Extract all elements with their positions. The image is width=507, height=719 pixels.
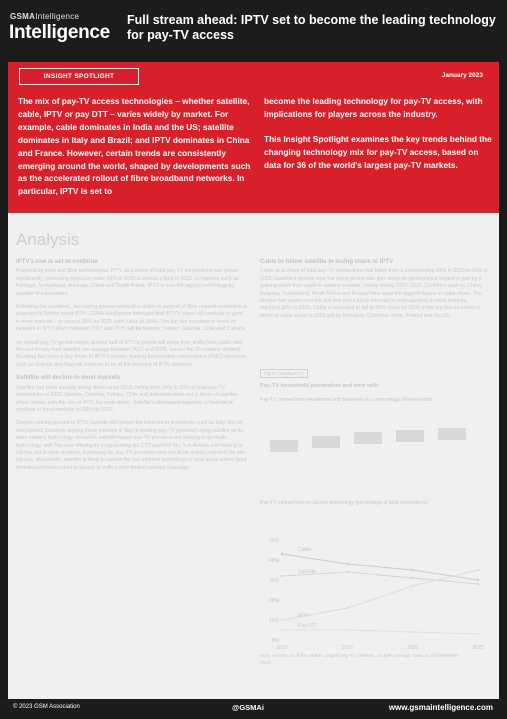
intro-text-left: The mix of pay-TV access technologies – whether satellite, cable, IPTV or pay DTT – varies widely by market. For example, cable dominates in India and the US; satellite dominates in Italy and Brazil; and IPTV dominates in China and France. However, certain trends are consistently emerging around the world, shaped by developments such as the accelerated rollout of fibre broadband networks. In particular, IPTV is set to [18,96,251,197]
data-point [411,631,413,633]
data-point [411,569,413,571]
page-title: Full stream ahead: IPTV set to become the leading technology for pay-TV access [127,13,496,42]
brand-logo-small: GSMAIntelligence [10,12,80,21]
data-point [346,571,348,573]
intro-paragraph-1: become the leading technology for pay-TV access, with implications for players across the industry. [264,96,483,119]
series-label: IPTV [298,613,310,619]
penetration-box [438,428,466,440]
penetration-box [270,440,298,452]
data-point [477,583,479,585]
x-tick-label: 2015 [341,645,353,651]
series-line [282,570,478,620]
paragraph: Cable as a share of total pay-TV connections has fallen from a commanding 43% in 2010 to 34% in 2022. Satellite's decline over the same period was less steep on performance helped in part by it gaining share from cable in several markets, mainly during 2010–2016. Countries such as China, Bulgaria, Switzerland, South Korea and Russia have seen the biggest losses in cable share. The decline has eased over the last few years but is forecast to keep applying in most markets, reaching 30% in 2025. Cable is expected to fall to 30% share by 2025 in the top five countries in terms of cable share in 2025 will be Romania, Colombia, India, Finland and the US. [260,268,488,319]
y-tick-label: 0% [271,638,279,644]
header-bar [0,0,507,62]
spotlight-badge: INSIGHT SPOTLIGHT [19,68,139,85]
y-tick-label: 40% [268,558,279,564]
figure-subtitle-2: Pay-TV connections by access technology (percentage of total connections) [260,500,429,506]
data-point [411,585,413,587]
y-tick-label: 20% [268,598,279,604]
data-point [346,607,348,609]
website-link[interactable]: www.gsmaintelligence.com [388,703,493,712]
y-tick-label: 10% [268,618,279,624]
social-handle[interactable]: @GSMAi [232,703,264,712]
intro-panel [8,62,499,213]
tech-share-chart [260,512,488,662]
paragraph: Following the pandemic, increasing government policy action in support of fibre network expansion is expected to further boost IPTV. GSMA Intelligence forecasts that IPTV's share will continue to grow in most markets – to around 35% by 2025 (with cable at 30%). The top five countries in terms of increase in IPTV share between 2022 and 2025 will be Norway, Ireland, Czechia, Chile and Canada. [16,304,248,333]
figure [260,362,488,651]
data-point [411,577,413,579]
section-heading: Cable to follow satellite in losing share to IPTV [260,259,394,265]
paragraph: As overall pay-TV growth slows, around half of IPTV's growth will come from shifts from cable, with the rest mostly from satellite (on average between 2022 and 2025, across the 36 markets studied). Bundling has been a key driver of IPTV's growth; leading fixed-mobile convergence (FMC) operators such as Orange and Iliad will continue to be at the forefront of IPTV adoption. [16,339,247,368]
intro-text-right [264,95,492,184]
figure-subtitle-1: Pay-TV connections (residential and business) as a percentage of households [260,397,433,403]
data-point [281,575,283,577]
data-point [477,569,479,571]
series-line [282,554,478,580]
data-point [281,553,283,555]
section-heading: IPTV's rise is set to continue [16,259,98,265]
brand-logo[interactable]: Intelligence [9,22,110,43]
section-heading: Satellite will decline in most markets [16,375,121,382]
y-tick-label: 50% [268,538,279,544]
series-line [282,630,478,634]
analysis-left-column [16,259,248,478]
penetration-box [396,430,424,442]
penetration-box [354,432,382,444]
paragraph: Powered by telco and fibre technologies, IPTV as a share of total pay-TV connections has grown significantly, increasing from just under 10% in 2010 to almost a third in 2022. In markets such as Portugal, Switzerland, Australia, China and South Korea, IPTV is now the largest technology by number of subscribers. [16,268,239,297]
data-point [281,629,283,631]
data-point [477,633,479,635]
y-tick-label: 30% [268,578,279,584]
data-point [346,629,348,631]
figure-title: Pay-TV household penetration and tech split [260,383,379,389]
data-point [281,619,283,621]
intro-paragraph-2: This Insight Spotlight examines the key trends behind the changing technology mix for pay-TV access, based on data for 36 of the world's largest pay-TV markets. [264,133,492,170]
x-tick-label: 2020 [407,645,419,651]
analysis-heading: Analysis [16,230,80,249]
series-label: Pay DTT [298,623,318,629]
series-label: Cable [298,547,312,553]
footer-bar [0,699,507,719]
series-label: Satellite [298,569,316,575]
penetration-box [312,436,340,448]
x-tick-label: 2010 [276,645,288,651]
copyright: © 2023 GSM Association [13,704,80,710]
report-page [8,62,499,699]
figure-note: Note: Across 36 of the world's largest pay-TV markets. Simple average. Data as of December 2022 [260,654,459,666]
data-point [346,563,348,565]
report-date: January 2023 [441,72,483,79]
data-point [477,579,479,581]
analysis-right-column [260,259,488,320]
paragraph: Satellite has been steadily losing share since 2016, falling from 34% to 30% of total pay-TV connections in 2022. Greece, Czechia, Turkiye, Chile and Indonesia have led in terms of satellite share losses, with the rise of IPTV the main factor. Satellite's downward trajectory is forecast to continue in most markets, to 28% by 2025. [16,384,238,413]
figure-tag: Figure (Intelligence) [260,369,308,378]
x-tick-label: 2025 [472,645,484,651]
paragraph: Despite coming ground to IPTV, satellite will remain the frontrunner in markets such as Italy, the UK and Ireland. Common among these markets is Sky (a leading pay-TV provider) using satellite as its main delivery technology. However, satellite-based pay-TV providers are looking to go multi-technology, with Sky now offering its programming via OTT platform Sky X in Austria and looking to roll this out to other markets. A pathway for pay-TV providers here would be losing control of the set-top box. Meanwhile, satellite is likely to remain the pre-eminent technology in rural areas where fixed broadband infrastructure is absent or suffers from limited network coverage. [16,420,247,471]
